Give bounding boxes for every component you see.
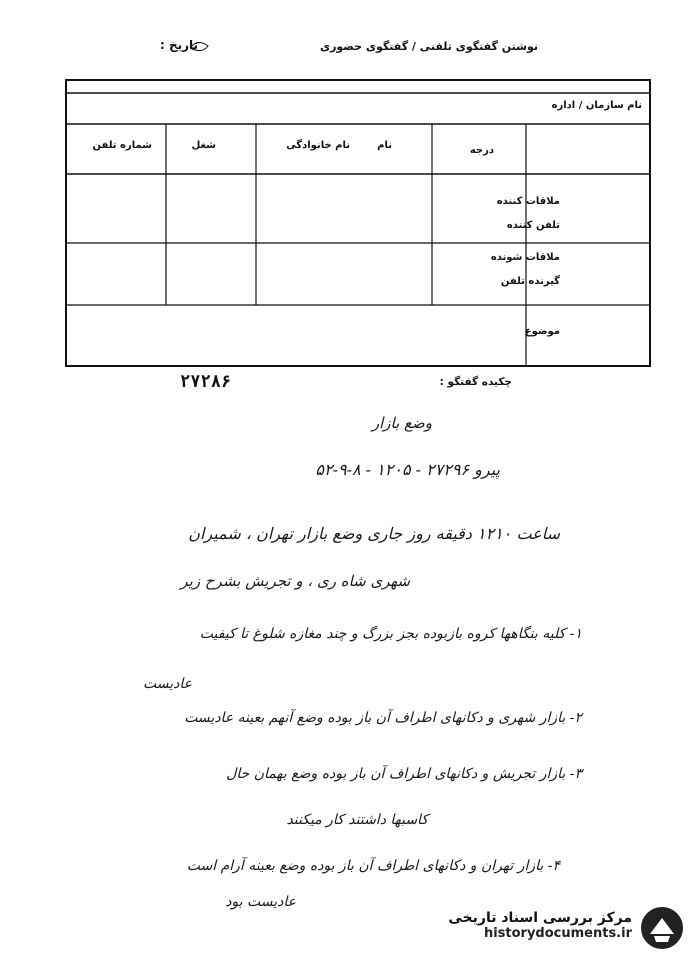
handwritten-item3: ۳- بازار تجریش و دکانهای اطراف آن باز بوده وضع بهمان حال	[226, 766, 582, 782]
archive-logo-icon	[638, 904, 686, 952]
row-visited: ملاقات شونده	[490, 252, 560, 263]
date-label: تاریخ :	[160, 38, 199, 52]
handwritten-item3-cont: کاسبها داشتند کار میکنند	[286, 812, 428, 828]
col-name: نام	[377, 140, 392, 151]
row-receiver: گیرنده تلفن	[500, 276, 560, 287]
summary-label: چکیده گفتگو :	[439, 376, 512, 388]
handwritten-line2: شهری شاه ری ، و تجریش بشرح زیر	[180, 572, 410, 590]
watermark	[448, 910, 632, 941]
col-job: شغل	[191, 140, 216, 151]
col-rank: درجه	[469, 145, 494, 156]
handwritten-reference: پیرو ۲۷۲۹۶ - ۱۲۰۵ - ۸-۹-۵۲	[315, 460, 500, 479]
col-family-name: نام خانوادگی	[286, 140, 350, 151]
handwritten-line1: ساعت ۱۲۱۰ دقیقه روز جاری وضع بازار تهران ، شمیران	[188, 524, 560, 543]
handwritten-subject: وضع بازار	[371, 414, 432, 432]
handwritten-item4-cont: عادیست بود	[225, 894, 296, 910]
handwritten-item1: ۱- کلیه بنگاهها کروه بازبوده بجز بزرگ و چند مغازه شلوغ تا کیفیت	[199, 626, 582, 642]
org-label: نام سازمان / اداره	[551, 100, 642, 111]
handwritten-item2: ۲- بازار شهری و دکانهای اطراف آن باز بوده وضع آنهم بعینه عادیست	[184, 710, 582, 726]
handwritten-item4: ۴- بازار تهران و دکانهای اطراف آن باز بوده وضع بعینه آرام است	[186, 858, 560, 874]
row-subject: موضوع	[524, 326, 560, 337]
watermark-org: مرکز بررسی اسناد تاریخی	[448, 910, 632, 926]
row-visitor: ملاقات کننده	[496, 196, 560, 207]
watermark-url: historydocuments.ir	[483, 926, 632, 941]
document-number: ۲۷۲۸۶	[180, 372, 232, 392]
handwritten-item1-cont: عادیست	[143, 676, 192, 692]
row-caller: تلفن کننده	[506, 220, 560, 231]
col-phone: شماره تلفن	[92, 140, 152, 151]
form-title: نوشتن گفتگوی تلفنی / گفتگوی حضوری	[320, 40, 538, 53]
